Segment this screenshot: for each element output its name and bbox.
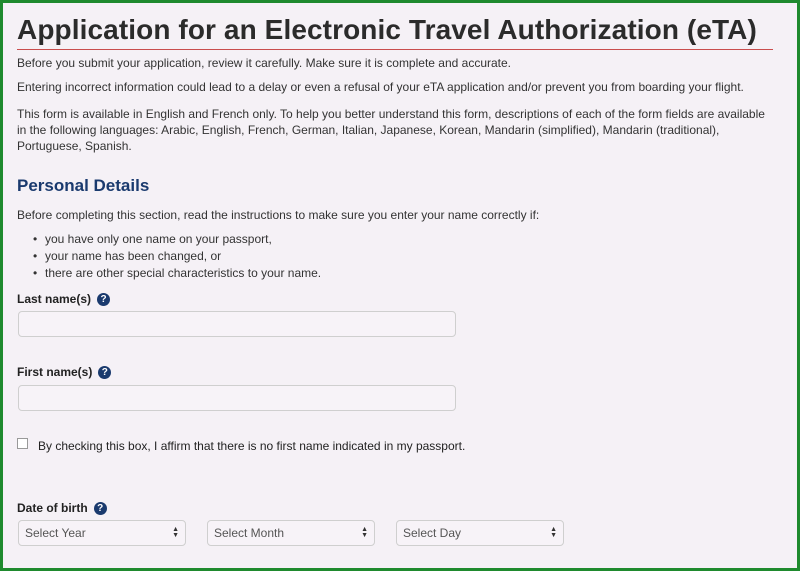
title-divider [17,49,773,50]
page-frame [3,3,797,568]
dob-label-text: Date of birth [17,501,88,515]
last-name-label [17,292,110,306]
select-arrows-icon: ▲ ▼ [550,526,557,539]
dob-month-select[interactable] [207,520,375,546]
page-title: Application for an Electronic Travel Authorization (eTA) [17,14,757,45]
intro-warning: Entering incorrect information could lead to a delay or even a refusal of your eTA application and/or prevent you from boarding your flight. [17,80,744,94]
dob-day-select[interactable] [396,520,564,546]
section-instructions: Before completing this section, read the instructions to make sure you enter your name correctly if: [17,208,540,222]
no-first-name-row [17,439,465,453]
first-name-label-text: First name(s) [17,365,93,379]
first-name-label [17,365,111,379]
intro-languages: This form is available in English and French only. To help you better understand this form, descriptions of each of the form fields are available in the following languages: Arabic, English, French, German, Italian, Japanese, Korean, Mandarin (simplified), Mandarin (traditional), Portuguese, Spanish. [17,107,765,153]
dob-day-value: Select Day [403,526,462,540]
intro-review: Before you submit your application, review it carefully. Make sure it is complete and accurate. [17,56,512,70]
last-name-input[interactable] [18,311,456,337]
help-icon[interactable]: ? [98,366,111,379]
no-first-name-checkbox[interactable] [17,438,28,449]
dob-year-select[interactable] [18,520,186,546]
help-icon[interactable]: ? [94,502,107,515]
select-arrows-icon: ▲ ▼ [361,526,368,539]
dob-label [17,501,107,515]
list-item: • there are other special characteristics to your name. [33,265,321,282]
section-heading-personal: Personal Details [17,176,150,195]
list-item: • you have only one name on your passport, [33,231,321,248]
name-conditions-list [17,231,321,282]
last-name-label-text: Last name(s) [17,292,92,306]
main-content [17,3,777,540]
select-arrows-icon: ▲ ▼ [172,526,179,539]
no-first-name-label[interactable]: By checking this box, I affirm that there is no first name indicated in my passport. [38,439,466,453]
list-item: • your name has been changed, or [33,248,321,265]
first-name-input[interactable] [18,385,456,411]
dob-month-value: Select Month [214,526,285,540]
dob-year-value: Select Year [25,526,86,540]
help-icon[interactable]: ? [97,293,110,306]
